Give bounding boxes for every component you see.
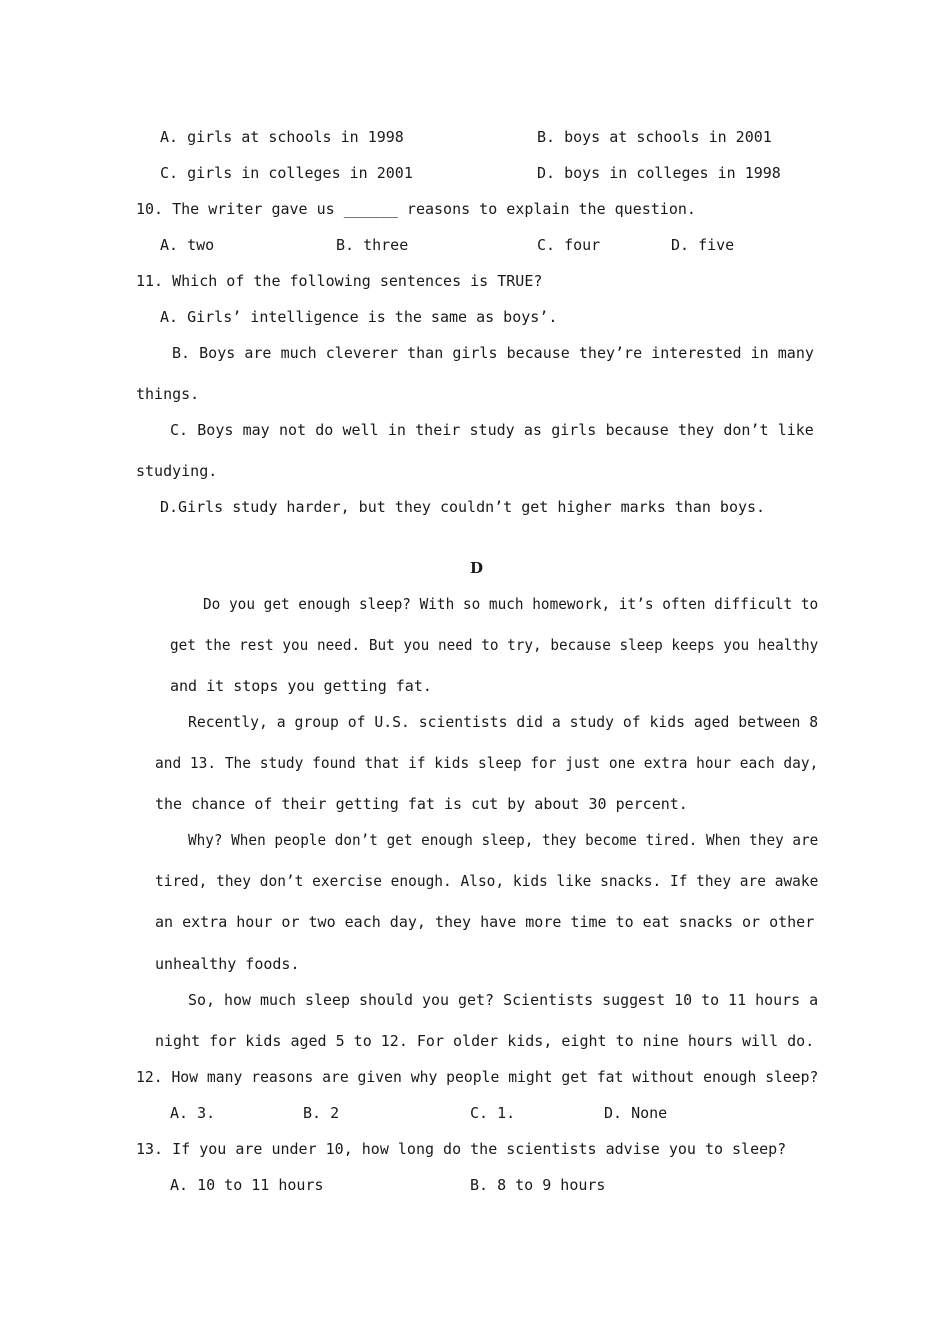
q11-option-c-line1 — [170, 420, 814, 440]
q10-option-b: B. three — [336, 236, 409, 254]
word: B. — [172, 344, 191, 362]
word: much — [280, 344, 317, 362]
word: C. — [170, 421, 189, 439]
q12-option-b: B. 2 — [303, 1104, 340, 1122]
q12-option-d: D. None — [604, 1104, 668, 1122]
q11-option-b-line2: things. — [136, 385, 200, 403]
q11-option-b-line1 — [172, 343, 814, 363]
word: interested — [651, 344, 742, 362]
q9-option-a: A. girls at schools in 1998 — [160, 128, 404, 146]
q9-option-d: D. boys in colleges in 1998 — [537, 164, 781, 182]
q13-question: 13. If you are under 10, how long do the scientists advise you to sleep? — [136, 1140, 787, 1158]
section-heading: D — [470, 559, 484, 577]
word: because — [506, 344, 570, 362]
passage-p1-line1: Do you get enough sleep? With so much homework, it’s often difficult to — [203, 595, 819, 613]
passage-p2-line2: and 13. The study found that if kids sleep for just one extra hour each day, — [155, 754, 819, 772]
passage-p1-line3: and it stops you getting fat. — [170, 677, 432, 695]
word: study — [469, 421, 515, 439]
q10-option-d: D. five — [671, 236, 735, 254]
q12-question: 12. How many reasons are given why people might get fat without enough sleep? — [136, 1068, 819, 1086]
passage-p4-line1: So, how much sleep should you get? Scientists suggest 10 to 11 hours a — [188, 991, 819, 1009]
word: well — [342, 421, 379, 439]
q13-option-a: A. 10 to 11 hours — [170, 1176, 324, 1194]
word: are — [244, 344, 272, 362]
q9-option-c: C. girls in colleges in 2001 — [160, 164, 413, 182]
passage-p3-line1: Why? When people don’t get enough sleep, they become tired. When they are — [188, 831, 819, 849]
q10-option-a: A. two — [160, 236, 215, 254]
passage-p3-line2: tired, they don’t exercise enough. Also, kids like snacks. If they are awake — [155, 872, 819, 890]
word: cleverer — [325, 344, 399, 362]
q10-option-c: C. four — [537, 236, 601, 254]
word: like — [777, 421, 814, 439]
q11-option-d: D.Girls study harder, but they couldn’t get higher marks than boys. — [160, 498, 766, 516]
word: don’t — [723, 421, 769, 439]
passage-p3-line4: unhealthy foods. — [155, 955, 300, 973]
passage-p2-line1: Recently, a group of U.S. scientists did a study of kids aged between 8 — [188, 713, 819, 731]
q13-option-b: B. 8 to 9 hours — [470, 1176, 606, 1194]
q10-question: 10. The writer gave us ______ reasons to explain the question. — [136, 200, 696, 218]
word: their — [415, 421, 461, 439]
word: Boys — [199, 344, 236, 362]
passage-p2-line3: the chance of their getting fat is cut by about 30 percent. — [155, 795, 688, 813]
q9-option-b: B. boys at schools in 2001 — [537, 128, 772, 146]
q12-option-a: A. 3. — [170, 1104, 216, 1122]
word: not — [278, 421, 307, 439]
word: they’re — [578, 344, 643, 362]
word: in — [750, 344, 769, 362]
word: do — [315, 421, 334, 439]
word: girls — [551, 421, 597, 439]
word: girls — [452, 344, 498, 362]
word: in — [387, 421, 406, 439]
passage-p4-line2: night for kids aged 5 to 12. For older kids, eight to nine hours will do. — [155, 1032, 815, 1050]
word: Boys — [197, 421, 234, 439]
q12-option-c: C. 1. — [470, 1104, 516, 1122]
word: because — [605, 421, 669, 439]
word: may — [242, 421, 270, 439]
word: many — [777, 344, 814, 362]
word: as — [523, 421, 542, 439]
q11-question: 11. Which of the following sentences is TRUE? — [136, 272, 543, 290]
q11-option-c-line2: studying. — [136, 462, 218, 480]
passage-p1-line2: get the rest you need. But you need to try, because sleep keeps you healthy — [170, 636, 819, 654]
q11-option-a: A. Girls’ intelligence is the same as boys’. — [160, 308, 558, 326]
word: they — [678, 421, 715, 439]
passage-p3-line3: an extra hour or two each day, they have more time to eat snacks or other — [155, 913, 815, 931]
word: than — [407, 344, 444, 362]
